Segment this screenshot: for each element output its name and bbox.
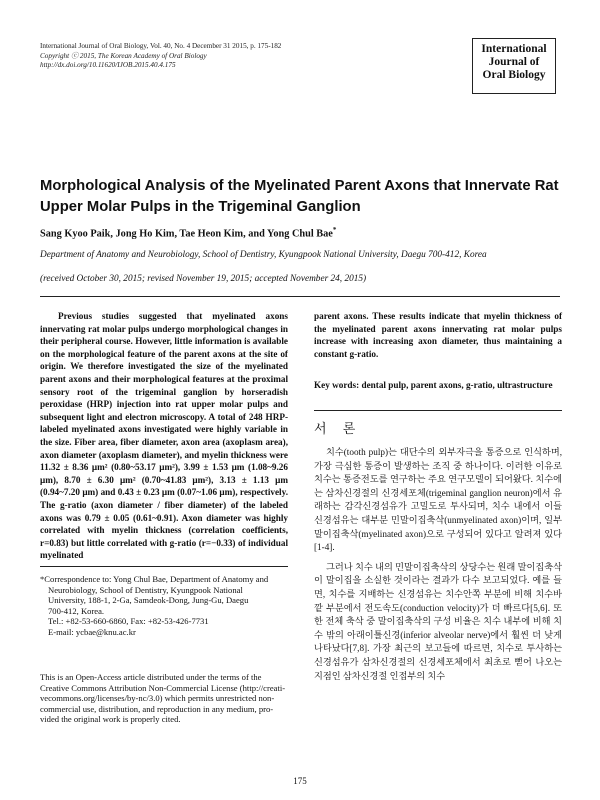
journal-name-line: Journal of: [488, 56, 540, 68]
correspondence-email[interactable]: E-mail: ycbae@knu.ac.kr: [48, 626, 136, 637]
license-line: vided the original work is properly cited.: [40, 714, 181, 725]
correspondence-line: University, 188-1, 2-Ga, Samdeok-Dong, Jung-Gu, Daegu: [48, 595, 249, 606]
journal-name-line: International: [481, 43, 547, 55]
doi-link[interactable]: http://dx.doi.org/10.11620/IJOB.2015.40.4.175: [40, 61, 176, 70]
corresponding-author-mark: *: [332, 226, 337, 234]
abstract-text: Previous studies suggested that myelinated axons innervating rat molar pulps undergo morphological changes in their peripheral course. However, little information is available on the morphological feature of the parent axons at the site of origin. We therefore investigated the size of the myelinated parent axons and their morphological features at the proximal sensory root of the trigeminal ganglion by horseradish peroxidase (HRP) injection into rat upper molar pulps and subsequent light and electron microscopy. A total of 248 HRP-labeled myelinated axons investigated were highly variable in the size. Fiber area, fiber diameter, axon area (axoplasm area), axon diameter (axoplasm diameter), and myelin thickness were 11.32 ± 8.36 μm² (0.80~53.17 μm²), 3.99 ± 1.53 μm (1.08~9.26 μm), 8.70 ± 6.30 μm² (0.70~41.83 μm²), 3.13 ± 1.13 μm (0.94~7.20 μm) and 0.43 ± 0.23 μm (0.07~1.06 μm), respectively. The g-ratio (axon diameter / fiber diameter) of the labeled axons was 0.79 ± 0.05 (0.61~0.91). Axon diameter was highly correlated with myelin thickness (correlation coefficients, r=0.83) but little correlated with g-ratio (r=−0.33) of individual myelinated: [40, 311, 288, 561]
copyright-line: Copyright ⓒ 2015, The Korean Academy of Oral Biology: [40, 51, 207, 60]
abstract-column-2: [314, 310, 562, 360]
correspondence-line: Neurobiology, School of Dentistry, Kyungpook National: [48, 584, 243, 595]
article-title: Morphological Analysis of the Myelinated Parent Axons that Innervate Rat Upper Molar Pulps in the Trigeminal Ganglion: [40, 178, 559, 215]
license-line: This is an Open-Access article distributed under the terms of the: [40, 672, 262, 682]
intro-body: [314, 446, 562, 683]
received-dates: (received October 30, 2015; revised November 19, 2015; accepted November 24, 2015): [40, 274, 367, 284]
intro-paragraph-2: 그러나 치수 내의 민말이집축삭의 상당수는 원래 말이집축삭이 말이집을 소실한 것이라는 결과가 다수 보고되었다. 예를 들면, 치수를 지배하는 신경섬유는 치수안쪽 부분에 비해 치수바깥 부분에서 전도속도(conduction velocity)가 더 빠르다[5,6]. 또한 전체 축삭 중 말이집축삭의 구성 비율은 치수 내부에 비해 치수 밖의 아래이틀신경(inferior alveolar nerve)에서 훨씬 더 낮게 나타났다[7,8]. 가장 최근의 보고들에 따르면, 치수로 투사하는 신경섬유가 삼차신경절의 신경세포체에서 최초로 뻗어 나오는 지점인 삼차신경절 인접부의 치수: [314, 561, 562, 681]
correspondence-line: *Correspondence to: Yong Chul Bae, Department of Anatomy and: [40, 574, 269, 584]
journal-name-line: Oral Biology: [482, 69, 546, 81]
open-access-notice: [40, 672, 288, 725]
abstract-continuation: parent axons. These results indicate that myelin thickness of the myelinated parent axons innervating rat molar pulps increase with increasing axon diameter, thus maintaining a constant g-ratio.: [314, 311, 562, 359]
journal-logo-box: [472, 38, 556, 94]
intro-paragraph-1: 치수(tooth pulp)는 대단수의 외부자극을 통증으로 인식하며, 가장 극심한 통증이 발생하는 조직 중 하나이다. 이러한 이유로 치수는 통증전도를 연구하는 주요 연구모델이 되어왔다. 치수에는 삼차신경절의 신경세포체(trigeminal ganglion neuron)에서 유래하는 감각신경섬유가 고밀도로 투사되며, 치수 내에서 이들 신경섬유는 대부분 민말이집축삭(unmyelinated axon)이며, 일부 말이집축삭(myelinated axon)으로 구성되어 있다고 알려져 있다 [1-4].: [314, 447, 562, 553]
journal-citation-block: [40, 42, 420, 71]
abstract-column-1: [40, 310, 288, 562]
citation-line: International Journal of Oral Biology, Vol. 40, No. 4 December 31 2015, p. 175-182: [40, 42, 282, 50]
correspondence-line: 700-412, Korea.: [48, 605, 105, 616]
author-list: [40, 226, 336, 239]
header-divider: [40, 296, 560, 297]
license-line: commercial use, distribution, and reproduction in any medium, pro-: [40, 703, 274, 714]
author-names: Sang Kyoo Paik, Jong Ho Kim, Tae Heon Kim, and Yong Chul Bae: [40, 228, 333, 240]
correspondence-footnote: [40, 574, 288, 638]
page-number: 175: [293, 776, 307, 786]
intro-heading: 서 론: [314, 422, 362, 437]
keywords-divider: [314, 410, 562, 411]
affiliation: Department of Anatomy and Neurobiology, School of Dentistry, Kyungpook National University, Daegu 700-412, Korea: [40, 250, 487, 260]
keywords: Key words: dental pulp, parent axons, g-ratio, ultrastructure: [314, 380, 553, 390]
license-line: vecommons.org/licenses/by-nc/3.0) which permits unrestricted non-: [40, 693, 275, 704]
footnote-divider: [40, 566, 288, 567]
correspondence-line: Tel.: +82-53-660-6860, Fax: +82-53-426-7731: [48, 616, 209, 627]
license-line: Creative Commons Attribution Non-Commercial License (http://creati-: [40, 682, 286, 693]
